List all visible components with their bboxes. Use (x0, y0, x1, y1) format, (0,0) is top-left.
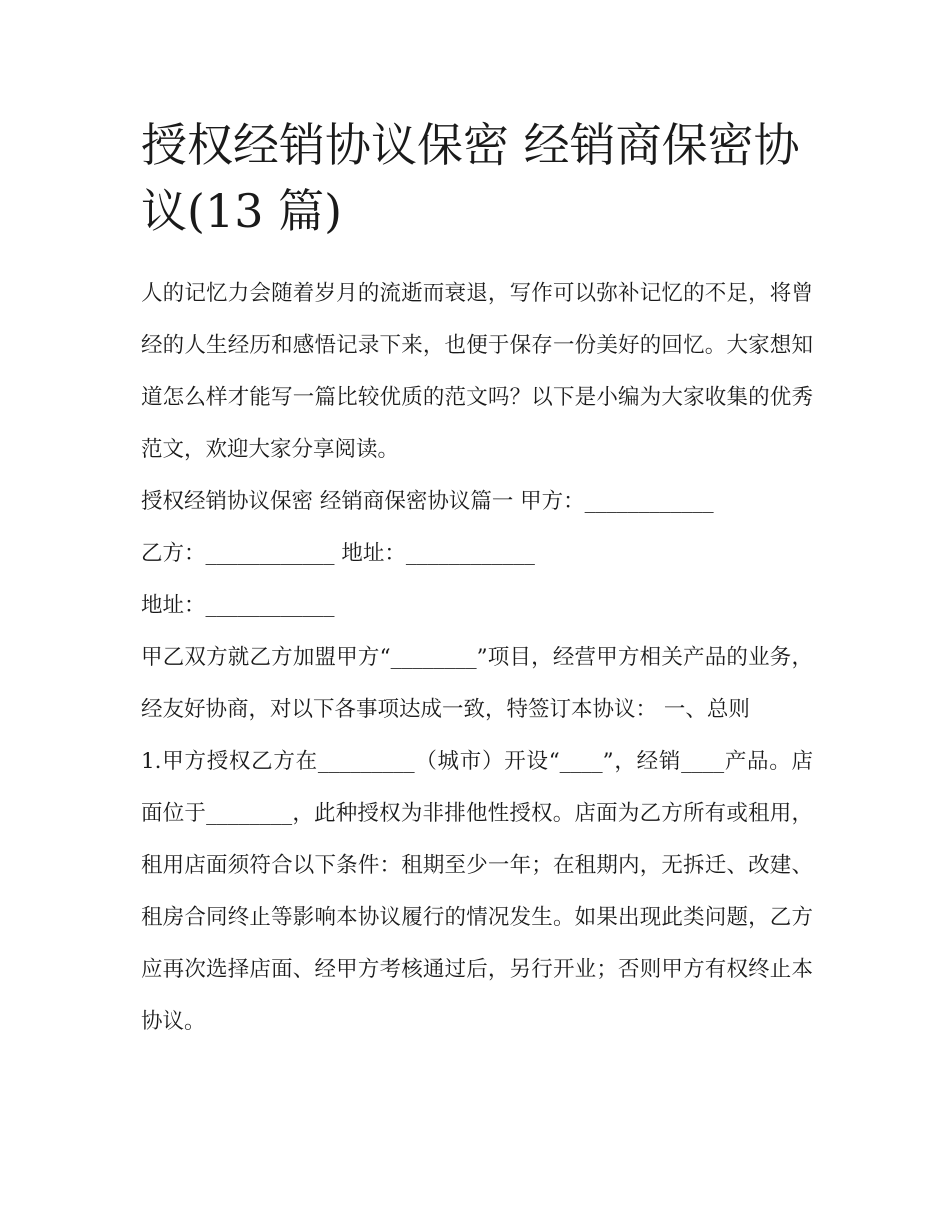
party-b-line: 乙方：____________ 地址：____________ (141, 541, 535, 566)
agreement-preamble: 甲乙双方就乙方加盟甲方“________”项目，经营甲方相关产品的业务，经友好协商，对以下各事项达成一致，特签订本协议： 一、总则 (141, 645, 813, 722)
document-title: 授权经销协议保密 经销商保密协议(13 篇) (141, 118, 800, 238)
address-line: 地址：____________ (141, 593, 335, 618)
intro-paragraph: 人的记忆力会随着岁月的流逝而衰退，写作可以弥补记忆的不足，将曾经的人生经历和感悟记录下来，也便于保存一份美好的回忆。大家想知道怎么样才能写一篇比较优质的范文吗？以下是小编为大家收集的优秀范文，欢迎大家分享阅读。 (141, 281, 813, 462)
party-a-line: 授权经销协议保密 经销商保密协议篇一 甲方：____________ (141, 489, 714, 514)
document-body (141, 268, 813, 1048)
document-page (141, 112, 813, 1048)
clause-1: 1.甲方授权乙方在_________（城市）开设“____”，经销____产品。店面位于________，此种授权为非排他性授权。店面为乙方所有或租用，租用店面须符合以下条件：租期至少一年；在租期内，无拆迁、改建、租房合同终止等影响本协议履行的情况发生。如果出现此类问题，乙方应再次选择店面、经甲方考核通过后，另行开业；否则甲方有权终止本协议。 (141, 749, 813, 1034)
